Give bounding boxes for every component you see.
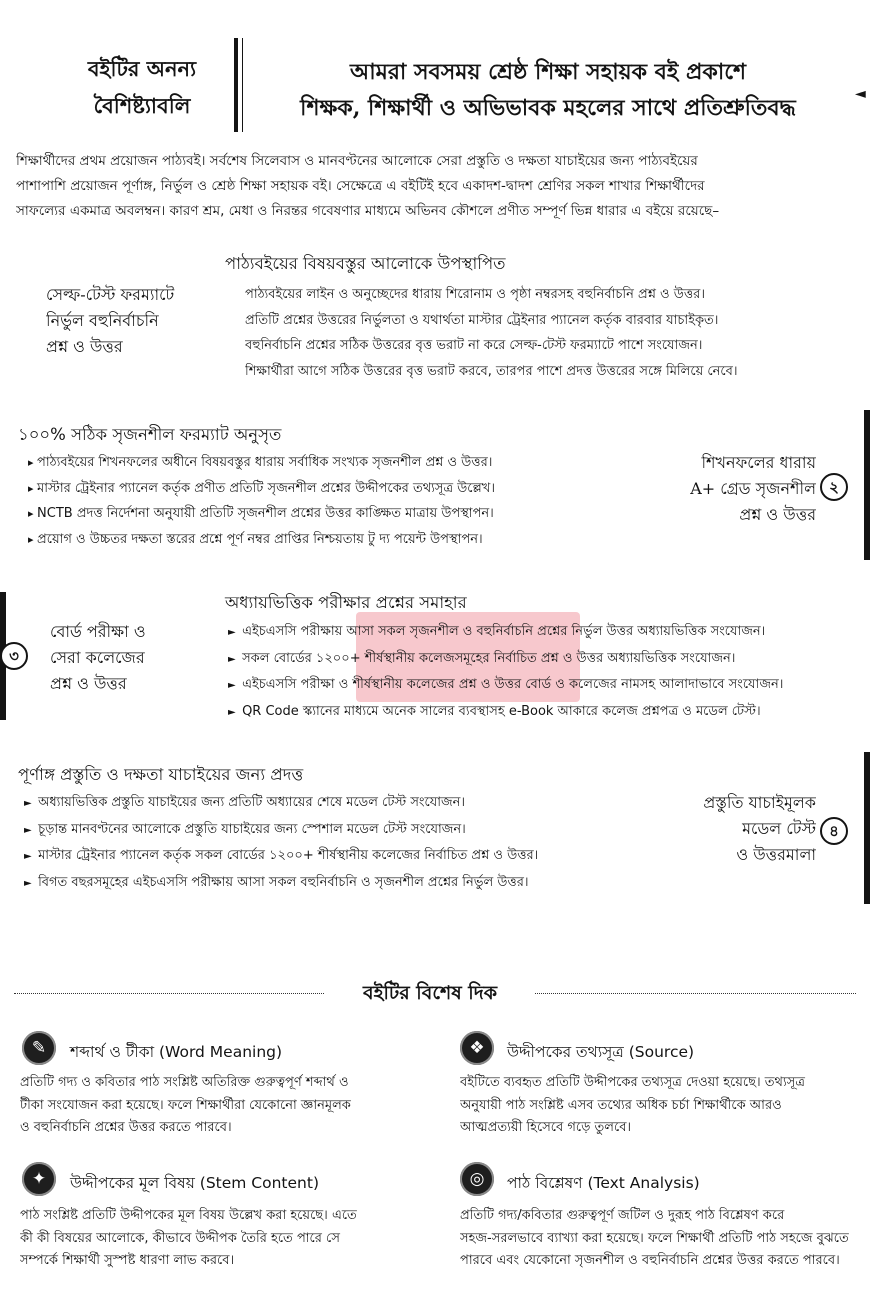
stem-content-icon: ✦ bbox=[22, 1162, 56, 1196]
section4-title: পূর্ণাঙ্গ প্রস্তুতি ও দক্ষতা যাচাইয়ের জন্য প্রদত্ত bbox=[18, 765, 304, 784]
section1-bullet: পাঠ্যবইয়ের লাইন ও অনুচ্ছেদের ধারায় শিরোনাম ও পৃষ্ঠা নম্বরসহ বহুনির্বাচনি প্রশ্ন ও উত্তর। bbox=[245, 287, 705, 302]
section1-label-line: নির্ভুল বহুনির্বাচনি bbox=[46, 311, 159, 330]
section1-bullet-list bbox=[245, 282, 850, 384]
section3-label-line: বোর্ড পরীক্ষা ও bbox=[50, 622, 146, 641]
section2-number-badge: ২ bbox=[820, 473, 848, 501]
section3-label-line: সেরা কলেজের bbox=[50, 648, 145, 667]
text-analysis-icon: ◎ bbox=[460, 1162, 494, 1196]
feature-title-stem-content: উদ্দীপকের মূল বিষয় (Stem Content) bbox=[70, 1174, 319, 1192]
feature-line: ও বহুনির্বাচনি প্রশ্নের উত্তর করতে পারবে। bbox=[20, 1120, 232, 1135]
section2-label-line: প্রশ্ন ও উত্তর bbox=[739, 505, 816, 524]
section2-label bbox=[640, 450, 816, 528]
section1-label bbox=[46, 282, 226, 360]
section3-bullet: ► QR Code স্ক্যানের মাধ্যমে অনেক সালের ব্যবস্থাসহ e-Book আকারে কলেজ প্রশ্নপত্র ও মডেল টেস্ট। bbox=[228, 699, 858, 726]
special-title: বইটির বিশেষ দিক bbox=[325, 977, 535, 1009]
section4-bullet: ► অধ্যায়ভিত্তিক প্রস্তুতি যাচাইয়ের জন্য প্রতিটি অধ্যায়ের শেষে মডেল টেস্ট সংযোজন। bbox=[24, 790, 654, 817]
intro-line: সাফল্যের একমাত্র অবলম্বন। কারণ শ্রম, মেধা ও নিরন্তর গবেষণার মাধ্যমে অভিনব কৌশলে প্রণীত সম্পূর্ণ ভিন্ন ধারার এ বইয়ে রয়েছে– bbox=[16, 203, 720, 219]
feature-line: প্রতিটি গদ্য ও কবিতার পাঠ সংশ্লিষ্ট অতিরিক্ত গুরুত্বপূর্ণ শব্দার্থ ও bbox=[20, 1075, 349, 1090]
feature-line: পাঠ সংশ্লিষ্ট প্রতিটি উদ্দীপকের মূল বিষয় উল্লেখ করা হয়েছে। এতে bbox=[20, 1208, 357, 1223]
section3-bullet-list bbox=[228, 619, 858, 725]
section2-side-bar bbox=[864, 410, 870, 560]
section1-bullet: বহুনির্বাচনি প্রশ্নের সঠিক উত্তরের বৃত্ত ভরাট না করে সেল্ফ-টেস্ট ফরম্যাটে পাশে সংযোজন। bbox=[245, 338, 703, 354]
intro-line: পাশাপাশি প্রয়োজন পূর্ণাঙ্গ, নির্ভুল ও শ্রেষ্ঠ শিক্ষা সহায়ক বই। সেক্ষেত্রে এ বইটিই হবে একাদশ-দ্বাদশ শ্রেণির সকল শাখার শিক্ষার্থীদের bbox=[16, 178, 705, 194]
section3-title: অধ্যায়ভিত্তিক পরীক্ষার প্রশ্নের সমাহার bbox=[225, 593, 467, 612]
section2-bullet: ▸ পাঠ্যবইয়ের শিখনফলের অধীনে বিষয়বস্তুর ধারায় সর্বাধিক সংখ্যক সৃজনশীল প্রশ্ন ও উত্তর। bbox=[28, 450, 618, 476]
intro-paragraph bbox=[16, 149, 850, 224]
section1-label-line: প্রশ্ন ও উত্তর bbox=[46, 337, 123, 356]
feature-line: টীকা সংযোজন করা হয়েছে। ফলে শিক্ষার্থীরা যেকোনো জ্ঞানমূলক bbox=[20, 1097, 351, 1113]
feature-title-text-analysis: পাঠ বিশ্লেষণ (Text Analysis) bbox=[507, 1174, 700, 1192]
feature-title-source: উদ্দীপকের তথ্যসূত্র (Source) bbox=[507, 1043, 695, 1061]
section3-bullet: ► এইচএসসি পরীক্ষায় আসা সকল সৃজনশীল ও বহুনির্বাচনি প্রশ্নের নির্ভুল উত্তর অধ্যায়ভিত্তিক সংযোজন। bbox=[228, 619, 858, 646]
intro-line: শিক্ষার্থীদের প্রথম প্রয়োজন পাঠ্যবই। সর্বশেষ সিলেবাস ও মানবণ্টনের আলোকে সেরা প্রস্তুতি ও দক্ষতা যাচাইয়ের জন্য পাঠ্যবইয়ের bbox=[16, 153, 698, 169]
section3-bullet: ► সকল বোর্ডের ১২০০+ শীর্ষস্থানীয় কলেজসমূহের নির্বাচিত প্রশ্ন ও উত্তর অধ্যায়ভিত্তিক সংযোজন। bbox=[228, 646, 858, 673]
section2-bullet: ▸ NCTB প্রদত্ত নির্দেশনা অনুযায়ী প্রতিটি সৃজনশীল প্রশ্নের উত্তর কাঙ্ক্ষিত মাত্রায় উপস্থাপন। bbox=[28, 501, 618, 527]
source-icon: ❖ bbox=[460, 1031, 494, 1065]
section4-label-line: ও উত্তরমালা bbox=[736, 845, 816, 864]
section3-label bbox=[50, 619, 220, 697]
section2-title: ১০০% সঠিক সৃজনশীল ফরম্যাট অনুসৃত bbox=[18, 425, 282, 444]
section2-bullet-list bbox=[28, 450, 618, 552]
section4-label-line: প্রস্তুতি যাচাইমূলক bbox=[703, 793, 816, 812]
section4-label bbox=[656, 790, 816, 868]
feature-line: পারবে এবং যেকোনো সৃজনশীল ও বহুনির্বাচনি প্রশ্নের উত্তর করতে পারবে। bbox=[460, 1253, 840, 1268]
feature-body-source bbox=[460, 1072, 852, 1140]
header-left-line: বৈশিষ্ট্যাবলি bbox=[93, 93, 191, 118]
section2-bullet: ▸ মাস্টার ট্রেইনার প্যানেল কর্তৃক প্রণীত প্রতিটি সৃজনশীল প্রশ্নের উদ্দীপকের তথ্যসূত্র উল্লেখ। bbox=[28, 476, 618, 502]
word-meaning-icon: ✎ bbox=[22, 1031, 56, 1065]
section3-label-line: প্রশ্ন ও উত্তর bbox=[50, 674, 127, 693]
header-right-line: আমরা সবসময় শ্রেষ্ঠ শিক্ষা সহায়ক বই প্রকাশে bbox=[349, 59, 747, 85]
section4-bullet: ► বিগত বছরসমূহের এইচএসসি পরীক্ষায় আসা সকল বহুনির্বাচনি ও সৃজনশীল প্রশ্নের নির্ভুল উত্তর। bbox=[24, 870, 654, 897]
feature-line: আত্মপ্রত্যয়ী হিসেবে গড়ে তুলবে। bbox=[460, 1120, 632, 1135]
feature-line: সম্পর্কে শিক্ষার্থী সুস্পষ্ট ধারণা লাভ করবে। bbox=[20, 1253, 235, 1268]
feature-body-stem-content bbox=[20, 1205, 418, 1273]
header-right-line: শিক্ষক, শিক্ষার্থী ও অভিভাবক মহলের সাথে প্রতিশ্রুতিবদ্ধ bbox=[300, 95, 796, 121]
section4-label-line: মডেল টেস্ট bbox=[742, 819, 816, 838]
feature-body-word-meaning bbox=[20, 1072, 418, 1140]
section1-title: পাঠ্যবইয়ের বিষয়বস্তুর আলোকে উপস্থাপিত bbox=[225, 254, 506, 273]
feature-line: বইটিতে ব্যবহৃত প্রতিটি উদ্দীপকের তথ্যসূত্র দেওয়া হয়েছে। তথ্যসূত্র bbox=[460, 1075, 805, 1090]
section3-number-badge: ৩ bbox=[0, 642, 28, 670]
section4-bullet: ► মাস্টার ট্রেইনার প্যানেল কর্তৃক সকল বোর্ডের ১২০০+ শীর্ষস্থানীয় কলেজের নির্বাচিত প্রশ্ন ও উত্তর। bbox=[24, 843, 654, 870]
section1-label-line: সেল্ফ-টেস্ট ফরম্যাটে bbox=[46, 285, 175, 304]
section2-label-line: A+ গ্রেড সৃজনশীল bbox=[690, 479, 816, 498]
arrow-left-icon: ◄ bbox=[855, 86, 866, 102]
section4-bullet: ► চূড়ান্ত মানবণ্টনের আলোকে প্রস্তুতি যাচাইয়ের জন্য স্পেশাল মডেল টেস্ট সংযোজন। bbox=[24, 817, 654, 844]
feature-line: প্রতিটি গদ্য/কবিতার গুরুত্বপূর্ণ জটিল ও দুরূহ পাঠ বিশ্লেষণ করে bbox=[460, 1208, 785, 1223]
section2-bullet: ▸ প্রয়োগ ও উচ্চতর দক্ষতা স্তরের প্রশ্নে পূর্ণ নম্বর প্রাপ্তির নিশ্চয়তায় টু দ্য পয়েন্ট উপস্থাপন। bbox=[28, 527, 618, 553]
header-left-line: বইটির অনন্য bbox=[87, 56, 197, 81]
section1-bullet: প্রতিটি প্রশ্নের উত্তরের নির্ভুলতা ও যথার্থতা মাস্টার ট্রেইনার প্যানেল কর্তৃক বারবার যাচাইকৃত। bbox=[245, 312, 719, 328]
section2-label-line: শিখনফলের ধারায় bbox=[701, 453, 816, 472]
header-divider-thick bbox=[234, 38, 238, 132]
feature-body-text-analysis bbox=[460, 1205, 852, 1273]
section4-bullet-list bbox=[24, 790, 654, 896]
feature-line: কী কী বিষয়ের আলোকে, কীভাবে উদ্দীপক তৈরি হতে পারে সে bbox=[20, 1230, 340, 1246]
section4-number-badge: ৪ bbox=[820, 817, 848, 845]
header-divider-thin bbox=[242, 38, 243, 132]
section1-bullet: শিক্ষার্থীরা আগে সঠিক উত্তরের বৃত্ত ভরাট করবে, তারপর পাশে প্রদত্ত উত্তরের সঙ্গে মিলিয়ে নেবে। bbox=[245, 363, 738, 379]
header-book-features-title bbox=[56, 50, 228, 124]
feature-line: সহজ-সরলভাবে ব্যাখ্যা করা হয়েছে। ফলে শিক্ষার্থী প্রতিটি পাঠ সহজে বুঝতে bbox=[460, 1230, 849, 1246]
section3-bullet: ► এইচএসসি পরীক্ষা ও শীর্ষস্থানীয় কলেজের প্রশ্ন ও উত্তর বোর্ড ও কলেজের নামসহ আলাদাভাবে সংযোজন। bbox=[228, 672, 858, 699]
section4-side-bar bbox=[864, 752, 870, 904]
feature-line: অনুযায়ী পাঠ সংশ্লিষ্ট এসব তথ্যের অধিক চর্চা শিক্ষার্থীকে আরও bbox=[460, 1097, 782, 1113]
header-commitment-text bbox=[254, 54, 842, 126]
feature-title-word-meaning: শব্দার্থ ও টীকা (Word Meaning) bbox=[70, 1043, 283, 1061]
